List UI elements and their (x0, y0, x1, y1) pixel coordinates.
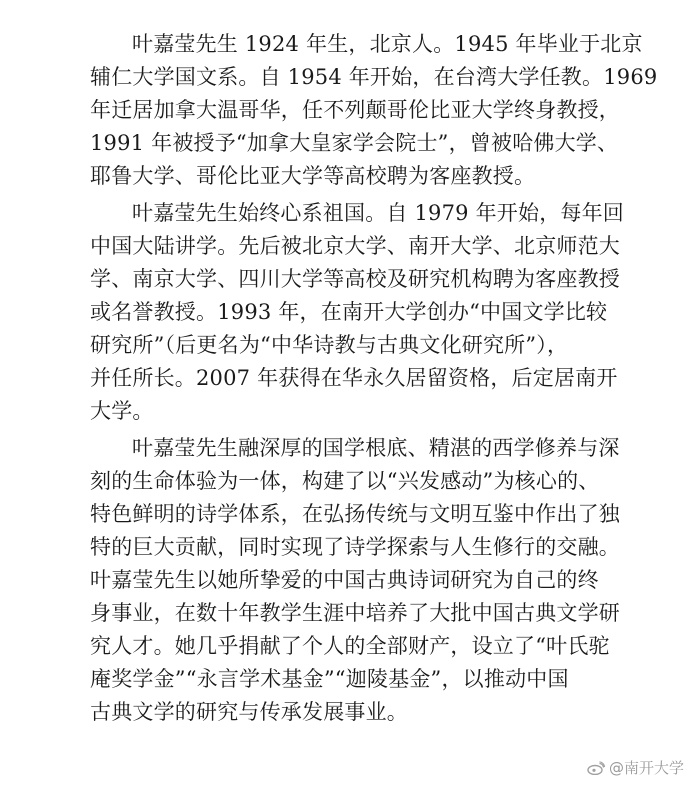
text-line: 中国大陆讲学。先后被北京大学、南开大学、北京师范大 (90, 234, 620, 258)
text-line: 学、南京大学、四川大学等高校及研究机构聘为客座教授 (90, 267, 620, 291)
text-line: 特色鲜明的诗学体系，在弘扬传统与文明互鉴中作出了独 (90, 502, 620, 526)
text-line: 叶嘉莹先生 1924 年生，北京人。1945 年毕业于北京 (132, 32, 643, 56)
weibo-watermark (587, 757, 684, 778)
paragraph-1 (90, 28, 658, 193)
text-line: 叶嘉莹先生始终心系祖国。自 1979 年开始，每年回 (132, 201, 624, 225)
text-line: 并任所长。2007 年获得在华永久居留资格，后定居南开 (90, 366, 618, 390)
text-line: 研究所”（后更名为“中华诗教与古典文化研究所”）， (90, 333, 569, 357)
text-line: 辅仁大学国文系。自 1954 年开始，在台湾大学任教。1969 (90, 65, 658, 89)
text-line: 究人才。她几乎捐献了个人的全部财产，设立了“叶氏驼 (90, 634, 610, 658)
text-line: 大学。 (90, 399, 154, 423)
text-line: 1991 年被授予“加拿大皇家学会院士”，曾被哈佛大学、 (90, 131, 619, 155)
watermark-text: @南开大学 (608, 759, 684, 777)
text-line: 叶嘉莹先生以她所挚爱的中国古典诗词研究为自己的终 (90, 568, 599, 592)
text-line: 耶鲁大学、哥伦比亚大学等高校聘为客座教授。 (90, 164, 536, 188)
text-line: 或名誉教授。1993 年，在南开大学创办“中国文学比较 (90, 300, 608, 324)
weibo-icon (587, 761, 605, 775)
text-line: 特的巨大贡献，同时实现了诗学探索与人生修行的交融。 (90, 535, 620, 559)
text-line: 年迁居加拿大温哥华，任不列颠哥伦比亚大学终身教授， (90, 98, 620, 122)
text-line: 庵奖学金”“永言学术基金”“迦陵基金”，以推动中国 (90, 667, 569, 691)
article-body (90, 28, 658, 733)
text-line: 叶嘉莹先生融深厚的国学根底、精湛的西学修养与深 (132, 436, 620, 460)
paragraph-3 (90, 432, 620, 729)
text-line: 刻的生命体验为一体，构建了以“兴发感动”为核心的、 (90, 469, 600, 493)
text-line: 古典文学的研究与传承发展事业。 (90, 700, 408, 724)
text-line: 身事业，在数十年教学生涯中培养了大批中国古典文学研 (90, 601, 620, 625)
paragraph-2 (90, 197, 624, 428)
